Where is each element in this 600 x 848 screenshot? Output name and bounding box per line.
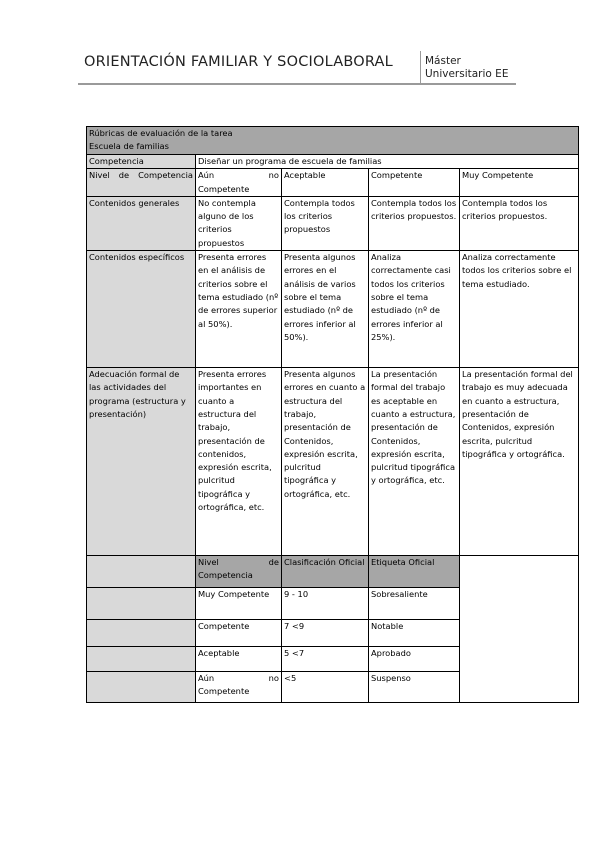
- grading-label: Aprobado: [369, 647, 460, 672]
- rubric-title-line-2: Escuela de familias: [89, 141, 169, 152]
- criterion-label: Contenidos específicos: [87, 251, 196, 368]
- grading-header: Nivel de Competencia: [196, 556, 282, 588]
- grading-score: 7 <9: [282, 620, 369, 647]
- grading-label: Sobresaliente: [369, 588, 460, 620]
- grading-label: Suspenso: [369, 672, 460, 703]
- criterion-row: [87, 251, 579, 368]
- grading-level: Competente: [196, 620, 282, 647]
- grading-score: <5: [282, 672, 369, 703]
- criterion-label: Contenidos generales: [87, 196, 196, 250]
- grading-spacer: [87, 556, 196, 588]
- rubric-table: [86, 126, 579, 703]
- level-header: Muy Competente: [460, 169, 579, 197]
- criterion-cell: Presenta errores importantes en cuanto a estructura del trabajo, presentación de contenidos, expresión escrita, pulcritud tipográfica y ortográfica, etc.: [196, 368, 282, 556]
- program-name: [425, 55, 508, 81]
- level-header: Aún no Competente: [196, 169, 282, 197]
- criterion-cell: La presentación formal del trabajo es muy adecuada en cuanto a estructura, presentación de Contenidos, expresión escrita, pulcritud tipográfica y ortográfica.: [460, 368, 579, 556]
- level-header: Competente: [369, 169, 460, 197]
- criterion-cell: Presenta algunos errores en el análisis de varios sobre el tema estudiado (nº de errores inferior al 50%).: [282, 251, 369, 368]
- levels-row: [87, 169, 579, 197]
- grading-level: Muy Competente: [196, 588, 282, 620]
- rubric-title: [87, 127, 579, 155]
- grading-spacer: [87, 647, 196, 672]
- header-divider: [420, 51, 421, 85]
- page-header: [0, 0, 600, 100]
- program-line-1: Máster: [425, 55, 461, 67]
- criterion-label: Adecuación formal de las actividades del programa (estructura y presentación): [87, 368, 196, 556]
- grading-header-row: [87, 556, 579, 588]
- criterion-cell: Presenta algunos errores en cuanto a estructura del trabajo, presentación de Contenidos, expresión escrita, pulcritud tipográfica y ortográfica, etc.: [282, 368, 369, 556]
- criterion-row: [87, 368, 579, 556]
- grading-header: Etiqueta Oficial: [369, 556, 460, 588]
- competencia-value: Diseñar un programa de escuela de familias: [196, 155, 579, 169]
- criterion-row: [87, 196, 579, 250]
- grading-score: 9 - 10: [282, 588, 369, 620]
- criterion-cell: Presenta errores en el análisis de criterios sobre el tema estudiado (nº de errores superior al 50%).: [196, 251, 282, 368]
- competencia-row: [87, 155, 579, 169]
- competencia-label: Competencia: [87, 155, 196, 169]
- rubric-title-line-1: Rúbricas de evaluación de la tarea: [89, 128, 233, 138]
- grading-score: 5 <7: [282, 647, 369, 672]
- grading-spacer: [87, 672, 196, 703]
- criterion-cell: No contempla alguno de los criterios propuestos: [196, 196, 282, 250]
- grading-level: Aceptable: [196, 647, 282, 672]
- grading-level: Aún no Competente: [196, 672, 282, 703]
- criterion-cell: Contempla todos los criterios propuestos: [282, 196, 369, 250]
- rubric-title-row: [87, 127, 579, 155]
- grading-label: Notable: [369, 620, 460, 647]
- course-title: ORIENTACIÓN FAMILIAR Y SOCIOLABORAL: [84, 54, 393, 70]
- criterion-cell: Contempla todos los criterios propuestos.: [369, 196, 460, 250]
- nivel-label: Nivel de Competencia: [87, 169, 196, 197]
- criterion-cell: Contempla todos los criterios propuestos.: [460, 196, 579, 250]
- criterion-cell: Analiza correctamente casi todos los criterios sobre el tema estudiado (nº de errores inferior al 25%).: [369, 251, 460, 368]
- grading-spacer: [87, 620, 196, 647]
- program-line-2: Universitario EE: [425, 68, 509, 80]
- header-rule: [78, 83, 516, 85]
- grading-spacer: [87, 588, 196, 620]
- criterion-cell: La presentación formal del trabajo es aceptable en cuanto a estructura, presentación de Contenidos, expresión escrita, pulcritud tipográfica y ortográfica, etc.: [369, 368, 460, 556]
- grading-header: Clasificación Oficial: [282, 556, 369, 588]
- level-header: Aceptable: [282, 169, 369, 197]
- grading-blank-cell: [460, 556, 579, 703]
- criterion-cell: Analiza correctamente todos los criterios sobre el tema estudiado.: [460, 251, 579, 368]
